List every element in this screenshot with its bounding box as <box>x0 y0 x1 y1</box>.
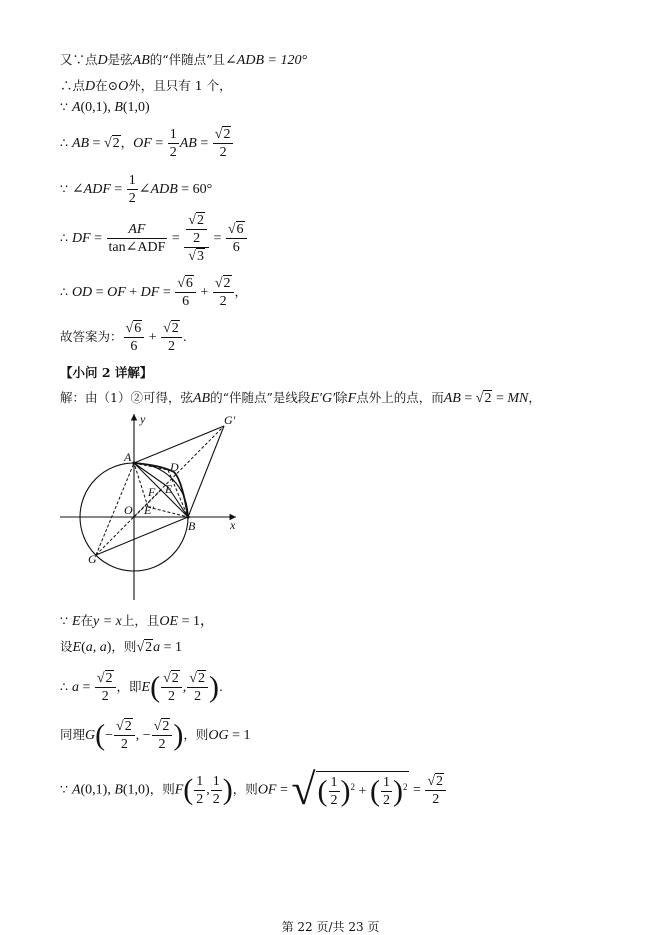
math: a, a <box>85 640 107 655</box>
math: E <box>141 680 151 695</box>
radicand: 2 <box>105 671 113 686</box>
text: 设 <box>60 639 73 654</box>
denominator: 2 <box>194 689 202 704</box>
math: = <box>159 285 175 300</box>
denominator: 2 <box>158 737 166 752</box>
math: , <box>182 680 187 695</box>
radicand: 6 <box>236 222 244 237</box>
math: = <box>168 231 184 246</box>
math: = <box>89 136 104 151</box>
radicand: 2 <box>196 213 204 228</box>
math: = <box>209 231 225 246</box>
numerator: √2 <box>425 773 446 791</box>
math: (1,0) <box>122 100 150 115</box>
text: ， <box>234 284 248 299</box>
math: ( <box>81 640 86 655</box>
sqrt: √2 <box>136 640 153 655</box>
text: ∵ <box>60 613 72 628</box>
label-g: G <box>88 552 97 566</box>
text: 的“伴随点”且 <box>149 52 226 67</box>
text-line-11 <box>60 610 214 630</box>
math: O <box>118 79 129 94</box>
label-f: F <box>148 485 156 499</box>
math: B <box>114 782 123 798</box>
numerator: √2 <box>161 670 182 688</box>
math: = <box>276 782 292 798</box>
numerator: √2 <box>152 718 173 736</box>
label-o: O <box>124 503 133 517</box>
fraction <box>114 718 135 753</box>
paren-close: ) <box>173 718 184 752</box>
math: + <box>355 784 370 799</box>
text: ∴ <box>60 679 72 694</box>
math: E′G′ <box>310 391 336 406</box>
paren-close: ) <box>340 774 351 808</box>
denominator: 2 <box>101 689 109 704</box>
math: OG <box>208 728 229 743</box>
numerator: √2 <box>187 670 208 688</box>
math: = <box>196 136 212 151</box>
numerator: √6 <box>226 221 247 239</box>
text: 【小问 2 详解】 <box>60 365 153 380</box>
label-b: B <box>188 519 196 533</box>
paren-close: ) <box>208 670 219 704</box>
numerator <box>184 212 209 248</box>
numerator: 1 <box>196 773 204 789</box>
math: OD <box>71 285 93 300</box>
denominator: 2 <box>120 737 128 752</box>
denominator: 2 <box>219 294 227 309</box>
math: , <box>206 782 210 798</box>
text-line-14 <box>60 718 250 753</box>
point-a <box>132 461 135 464</box>
text: . <box>218 679 223 694</box>
numerator: AF <box>107 221 168 239</box>
fraction <box>95 670 116 705</box>
math: ∠ADB = 120° <box>225 53 308 68</box>
text: 同理 <box>60 727 86 742</box>
numerator: 1 <box>169 127 177 142</box>
fraction <box>168 126 179 161</box>
math: + <box>145 330 161 345</box>
math: + <box>125 285 141 300</box>
radicand: 2 <box>171 671 179 686</box>
denominator: 2 <box>330 793 338 808</box>
denominator: 6 <box>130 339 138 354</box>
text: 的“伴随点”是线段 <box>210 390 311 405</box>
exponent: 2 <box>350 781 356 792</box>
math: OF <box>257 782 277 798</box>
numerator: √2 <box>213 126 234 144</box>
math: − <box>105 728 114 743</box>
text-line-12 <box>60 637 182 656</box>
math: = 1 <box>228 728 251 743</box>
denominator: 2 <box>382 793 390 808</box>
label-y: y <box>140 412 146 426</box>
fraction <box>187 670 208 705</box>
text: ， <box>120 135 134 150</box>
fraction <box>425 773 446 808</box>
label-a: A <box>124 450 132 464</box>
text: ， <box>528 390 541 405</box>
text-line-3 <box>60 99 150 116</box>
math: OF <box>133 136 152 151</box>
text-line-15 <box>60 765 447 814</box>
denominator: 2 <box>167 339 175 354</box>
label-x: x <box>230 518 236 532</box>
numerator: √6 <box>175 275 196 293</box>
paren-close: ) <box>222 773 233 806</box>
math: A <box>71 782 81 798</box>
text: 又∵点 <box>60 52 98 67</box>
text: 除 <box>335 390 348 405</box>
label-e-prime: E′ <box>144 503 154 517</box>
math: E <box>71 614 81 629</box>
numerator: 1 <box>128 173 136 188</box>
fraction <box>226 221 247 256</box>
text: ∴ <box>60 284 72 299</box>
page-footer: 第 22 页/共 23 页 <box>281 920 380 934</box>
math: D <box>85 79 96 94</box>
text: 故答案为： <box>60 329 123 344</box>
math: a <box>71 680 79 695</box>
numerator: √2 <box>186 212 207 230</box>
radicand: 2 <box>223 276 231 291</box>
fraction <box>186 212 207 247</box>
text: 解：由（1）②可得，弦 <box>60 390 193 405</box>
text: 在⊙ <box>95 78 119 93</box>
denominator: 6 <box>232 240 240 255</box>
text: 在 <box>80 613 94 628</box>
paren-close: ) <box>392 774 403 808</box>
label-d: D <box>170 460 179 474</box>
math: F <box>174 782 184 798</box>
numerator: √6 <box>124 320 145 338</box>
radicand: 2 <box>162 719 170 734</box>
big-sqrt-radicand <box>316 771 410 809</box>
math: = 1 <box>160 640 183 655</box>
math: = <box>110 182 126 197</box>
sqrt: √2 <box>103 136 120 151</box>
math: a <box>153 640 161 655</box>
denominator: 2 <box>167 689 175 704</box>
radicand: 2 <box>112 136 120 151</box>
math: DF <box>140 285 160 300</box>
math: y = x <box>93 614 122 629</box>
denominator: 2 <box>219 145 227 160</box>
denominator: 2 <box>169 145 177 160</box>
numerator: 1 <box>330 775 338 790</box>
fraction <box>175 275 196 310</box>
numerator: √2 <box>161 320 182 338</box>
paren-open: ( <box>95 718 106 752</box>
fraction <box>194 773 205 808</box>
exponent: 2 <box>402 781 408 792</box>
math: = <box>151 136 167 151</box>
math: B <box>114 100 123 115</box>
text: ∵ <box>60 181 72 196</box>
math: D <box>97 53 108 68</box>
math: = 1， <box>178 614 214 629</box>
text: ∵ <box>60 99 72 114</box>
math: (1,0) <box>122 782 150 798</box>
denominator: 2 <box>432 791 440 807</box>
text: 上，且 <box>121 613 160 628</box>
numerator: √2 <box>213 275 234 293</box>
math: = <box>78 680 94 695</box>
segment-g2-b <box>188 426 224 517</box>
math: AB <box>132 53 150 68</box>
sqrt: √2 <box>475 391 492 406</box>
denominator: 2 <box>196 791 204 807</box>
text: 点外上的点，而 <box>356 390 444 405</box>
text-line-1 <box>60 50 307 69</box>
text: . <box>182 329 187 344</box>
radicand: 2 <box>223 127 231 142</box>
text: 是弦 <box>107 52 133 67</box>
text: ∴点 <box>60 78 86 93</box>
big-sqrt-sign: √ <box>291 765 316 814</box>
paren-open: ( <box>150 670 161 704</box>
fraction <box>213 275 234 310</box>
label-g-prime: G′ <box>224 413 236 427</box>
denominator: 2 <box>128 191 136 206</box>
text-line-6 <box>60 212 248 265</box>
math: + <box>196 285 212 300</box>
text: ，即 <box>116 679 142 694</box>
denominator: 6 <box>182 294 190 309</box>
math: OF <box>107 285 126 300</box>
text: ∵ <box>60 781 72 797</box>
text: 外，且只有 1 个， <box>128 78 232 93</box>
math: ) <box>106 640 112 655</box>
math: = 60° <box>177 182 213 197</box>
fraction <box>124 320 145 355</box>
text-line-13 <box>60 670 223 705</box>
math: = <box>492 391 508 406</box>
paren-open: ( <box>369 774 380 808</box>
denominator: tan∠ADF <box>108 240 166 255</box>
fraction <box>127 172 138 207</box>
fraction <box>213 126 234 161</box>
math: = <box>409 782 425 798</box>
math: , − <box>135 728 151 743</box>
math: E <box>72 640 82 655</box>
fraction <box>152 718 173 753</box>
math: A <box>71 100 81 115</box>
radicand: 2 <box>484 391 492 406</box>
fraction <box>329 774 340 809</box>
radicand: 2 <box>197 671 205 686</box>
text: ∴ <box>60 230 72 245</box>
text-line-7 <box>60 275 247 310</box>
math: = <box>460 391 476 406</box>
radicand: 6 <box>185 276 193 291</box>
fraction <box>161 320 182 355</box>
paren-open: ( <box>183 773 194 806</box>
numerator: 1 <box>212 773 220 789</box>
fraction <box>211 773 222 808</box>
math: AB <box>192 391 211 406</box>
math: AB <box>443 391 461 406</box>
numerator: 1 <box>382 775 390 790</box>
fraction <box>161 670 182 705</box>
text: ∴ <box>60 135 72 150</box>
radicand: 2 <box>145 640 153 655</box>
radicand: 2 <box>436 773 444 789</box>
text: ，则 <box>232 781 258 797</box>
math: G <box>85 728 96 743</box>
paren-open: ( <box>317 774 328 808</box>
radicand: 2 <box>124 719 132 734</box>
math: MN <box>507 391 529 406</box>
math: = <box>92 285 108 300</box>
denominator: √3 <box>188 249 204 264</box>
text: ，则 <box>149 781 175 797</box>
text: ，则 <box>111 639 137 654</box>
math: AB <box>179 136 197 151</box>
denominator: 2 <box>193 231 201 246</box>
text-line-8 <box>60 320 187 355</box>
geometry-figure <box>56 410 246 600</box>
text: ，则 <box>183 727 209 742</box>
radicand: 2 <box>171 321 179 336</box>
numerator: √2 <box>114 718 135 736</box>
fraction <box>107 221 168 256</box>
label-e: E <box>165 482 173 496</box>
segment-a-g2 <box>134 426 224 463</box>
numerator: √2 <box>95 670 116 688</box>
math: DF <box>71 231 91 246</box>
math: OE <box>159 614 179 629</box>
math: (0,1), <box>80 782 115 798</box>
text-line-10 <box>60 388 541 407</box>
math: AB <box>71 136 90 151</box>
denominator: 2 <box>212 791 220 807</box>
compound-fraction <box>184 212 209 265</box>
math: F <box>347 391 357 406</box>
radicand: 3 <box>196 249 204 264</box>
math: (0,1), <box>80 100 115 115</box>
text-line-2 <box>60 76 232 95</box>
fraction <box>381 774 392 809</box>
section-heading <box>60 363 152 381</box>
radicand: 6 <box>134 321 142 336</box>
math: ∠ADF <box>71 182 111 197</box>
text-line-5 <box>60 172 212 207</box>
math: = <box>90 231 106 246</box>
text-line-4 <box>60 126 234 161</box>
math: ∠ADB <box>138 182 178 197</box>
